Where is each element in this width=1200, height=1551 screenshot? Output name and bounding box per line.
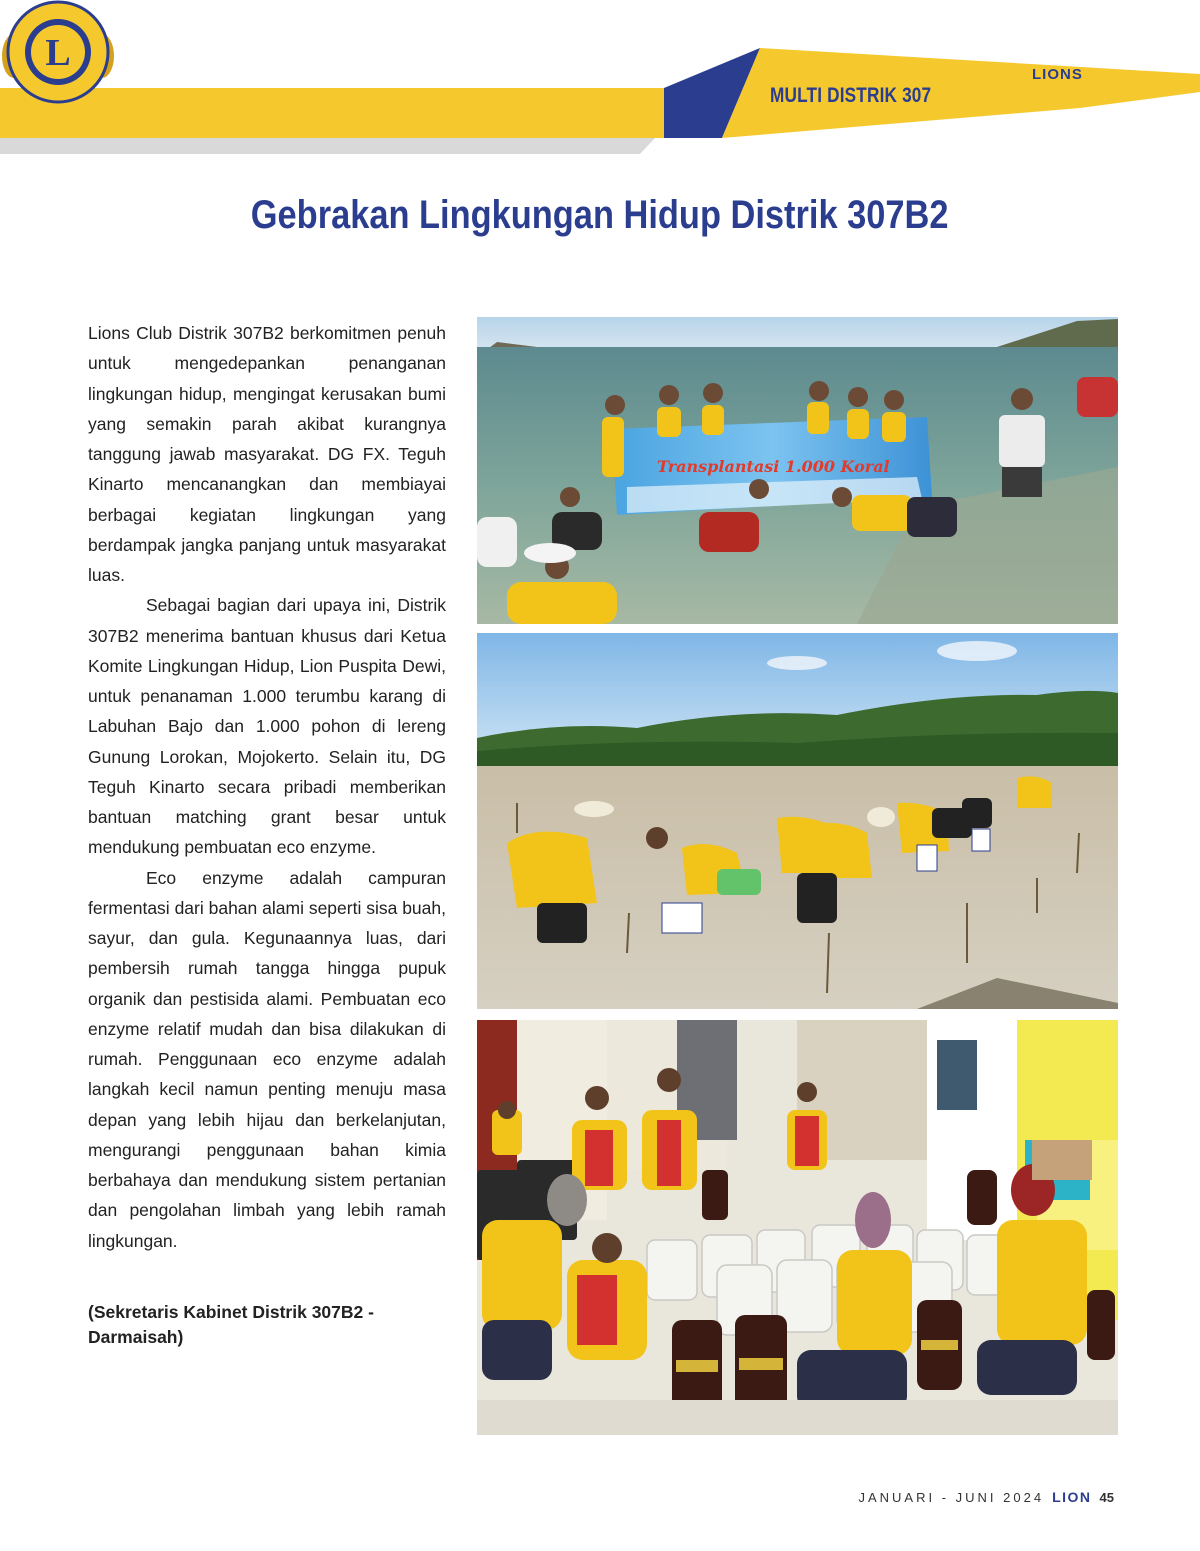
svg-text:Transplantasi 1.000 Koral: Transplantasi 1.000 Koral: [657, 457, 890, 476]
district-label: MULTI DISTRIK 307: [770, 84, 932, 107]
article-paragraph: Lions Club Distrik 307B2 berkomitmen penuh untuk mengedepankan penanganan lingkungan hidup, mengingat kerusakan bumi yang semakin parah akibat kurangnya tanggung jawab masyarakat. DG FX. Teguh Kinarto mencanangkan dan membiayai berbagai kegiatan lingkungan yang berdampak jangka panjang untuk masyarakat luas.: [88, 323, 446, 585]
article-body: [88, 318, 446, 1256]
page-number: 45: [1099, 1490, 1114, 1505]
photo-mangrove-planting: [477, 633, 1118, 1009]
lions-international-logo: [0, 0, 116, 104]
header-banner: [0, 0, 1200, 170]
article-paragraph: Sebagai bagian dari upaya ini, Distrik 307B2 menerima bantuan khusus dari Ketua Komite Lingkungan Hidup, Lion Puspita Dewi, untuk penanaman 1.000 terumbu karang di Labuhan Bajo dan 1.000 pohon di lereng Gunung Lorokan, Mojokerto. Selain itu, DG Teguh Kinarto secara pribadi memberikan bantuan matching grant besar untuk mendukung pembuatan eco enzyme.: [88, 595, 446, 858]
page-footer: [858, 1489, 1114, 1509]
article-paragraph: Eco enzyme adalah campuran fermentasi dari bahan alami seperti sisa buah, sayur, dan gula. Kegunaannya luas, dari pembersih rumah tangga hingga pupuk organik dan pestisida alami. Pembuatan eco enzyme relatif mudah dan bisa dilakukan di rumah. Penggunaan eco enzyme adalah langkah kecil namun penting menuju masa depan yang lebih hijau dan berkelanjutan, mengurangi penggunaan bahan kimia berbahaya dan mendukung sistem pertanian dan pengolahan limbah yang lebih ramah lingkungan.: [88, 867, 446, 1251]
article-signature: (Sekretaris Kabinet Distrik 307B2 - Darmaisah): [88, 1302, 374, 1347]
issue-period: JANUARI - JUNI 2024: [858, 1490, 1045, 1505]
header-stripes: [0, 0, 1200, 170]
magazine-name: LION: [1052, 1489, 1092, 1505]
photo-coral-transplantation: [477, 317, 1118, 624]
logo-text-top: LIONS: [1032, 66, 1083, 83]
page-title: Gebrakan Lingkungan Hidup Distrik 307B2: [251, 193, 949, 237]
svg-text:L: L: [45, 32, 71, 74]
photo-eco-enzyme-group: [477, 1020, 1118, 1435]
